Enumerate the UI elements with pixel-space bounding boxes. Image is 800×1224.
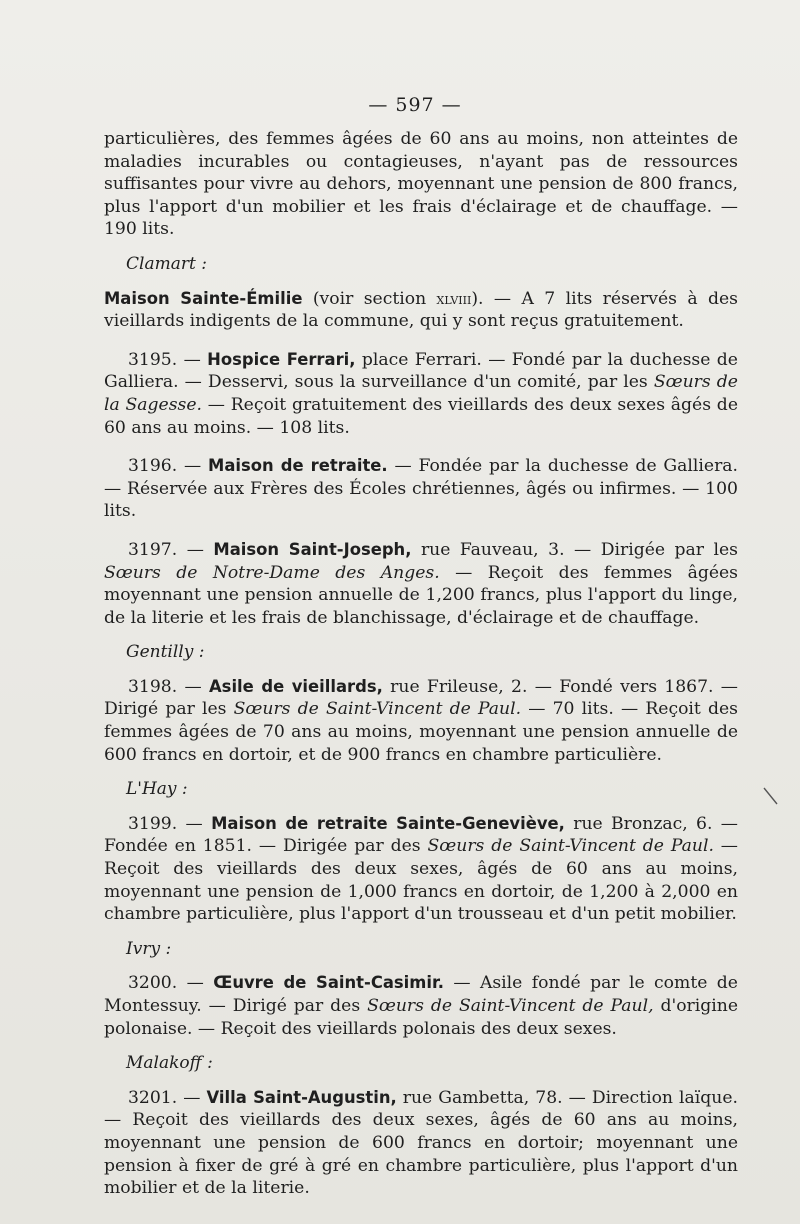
place-heading-lhay: L'Hay : [126,779,188,800]
entry-text: place Ferrari. — Fondé par la duchesse de Galliera. — Desservi, sous la surveillance d'un comité, par les [104,349,738,393]
entry-text: rue Frileuse, 2. — Fondé vers 1867. — Dirigé par les [104,676,738,720]
entry-number: 3200. — [128,973,214,994]
entry-text: rue Fauveau, 3. — Dirigée par les [411,539,738,560]
institution-name: Maison Sainte-Émilie [104,288,303,308]
entry-number: 3196. — [128,456,209,477]
entry-3195 [104,349,738,439]
entry-text: (voir section [302,288,437,309]
entry-text: ). — A 7 lits réservés à des vieillards indigents de la commune, qui y sont reçus gratuitement. [104,288,738,332]
congregation-name: Sœurs de Saint-Vincent de Paul. [233,699,522,720]
congregation-name: Sœurs de la Sagesse. [104,372,738,415]
institution-name: Hospice Ferrari, [207,349,356,369]
intro-paragraph: particulières, des femmes âgées de 60 ans au moins, non atteintes de maladies incurables ou contagieuses, n'ayant pas de ressources suffisantes pour vivre au dehors, moyennant une pension de 800 francs, plus l'apport d'un mobilier et les frais d'éclairage et de chauffage. — 190 lits. [104,129,738,240]
entry-text: d'origine polonaise. — Reçoit des vieillards polonais des deux sexes. [104,996,738,1039]
entry-3197 [104,539,738,629]
congregation-name: Sœurs de Saint-Vincent de Paul, [367,996,654,1016]
institution-name: Œuvre de Saint-Casimir. [213,973,444,993]
entry-text: — Reçoit des vieillards des deux sexes, âgés de 60 ans au moins, moyennant une pension de 1,000 francs en dortoir, de 1,200 à 2,000 en chambre particulière, plus l'apport d'un trousseau et d'un petit mobilier. [104,836,738,925]
entry-text: — Asile fondé par le comte de Montessuy. — Dirigé par des [104,973,738,1016]
entry-text: rue Bronzac, 6. — Fondée en 1851. — Dirigée par des [104,813,738,857]
paragraph-gap [104,523,738,539]
entry-text: — 70 lits. — Reçoit des femmes âgées de 70 ans au moins, moyennant une pension annuelle de 600 francs en dortoir, et de 900 francs en chambre particulière. [104,699,739,765]
institution-name: Maison de retraite. [208,456,388,476]
entry-text: — Reçoit des femmes âgées moyennant une pension annuelle de 1,200 francs, plus l'apport du linge, de la literie et les frais de blanchissage, d'éclairage et de chauffage. [104,562,738,628]
place-heading-ivry: Ivry : [126,938,172,959]
place-heading-malakoff: Malakoff : [126,1053,213,1074]
congregation-name: Sœurs de Saint-Vincent de Paul. [427,836,714,857]
section-reference: xlviii [436,289,472,308]
entry-number: 3201. — [128,1087,207,1108]
institution-name: Maison Saint-Joseph, [213,539,412,559]
entry-3198 [104,676,738,766]
place-heading-clamart: Clamart : [126,253,207,274]
entry-3201 [104,1087,738,1200]
entry-number: 3199. — [128,813,212,834]
entry-number: 3198. — [128,676,209,697]
institution-name: Asile de vieillards, [209,676,383,696]
institution-name: Maison de retraite Sainte-Geneviève, [211,813,565,833]
entry-3199 [104,813,738,926]
page-content [104,128,738,1200]
entry-text: rue Gambetta, 78. — Direction laïque. — Reçoit des vieillards des deux sexes, âgés de 60 ans au moins, moyennant une pension de 600 francs en dortoir; moyennant une pension à fixer de gré à gré en chambre particulière, plus l'apport d'un mobilier et de la literie. [104,1087,738,1199]
entry-3200 [104,972,738,1040]
paragraph-gap [104,439,738,455]
entry-number: 3197. — [128,539,214,560]
institution-name: Villa Saint-Augustin, [206,1087,397,1107]
congregation-name: Sœurs de Notre-Dame des Anges. [104,562,440,583]
entry-number: 3195. — [128,349,208,370]
entry-text: — Fondée par la duchesse de Galliera. — Réservée aux Frères des Écoles chrétiennes, âgés ou infirmes. — 100 lits. [104,456,738,522]
entry-text: — Reçoit gratuitement des vieillards des deux sexes âgés de 60 ans au moins. — 108 lits. [104,394,738,438]
entry-clamart [104,288,738,333]
paragraph-gap [104,333,738,349]
margin-pencil-mark [762,786,780,806]
entry-3196 [104,455,738,523]
place-heading-gentilly: Gentilly : [126,642,205,663]
page-number: — 597 — [368,94,462,116]
